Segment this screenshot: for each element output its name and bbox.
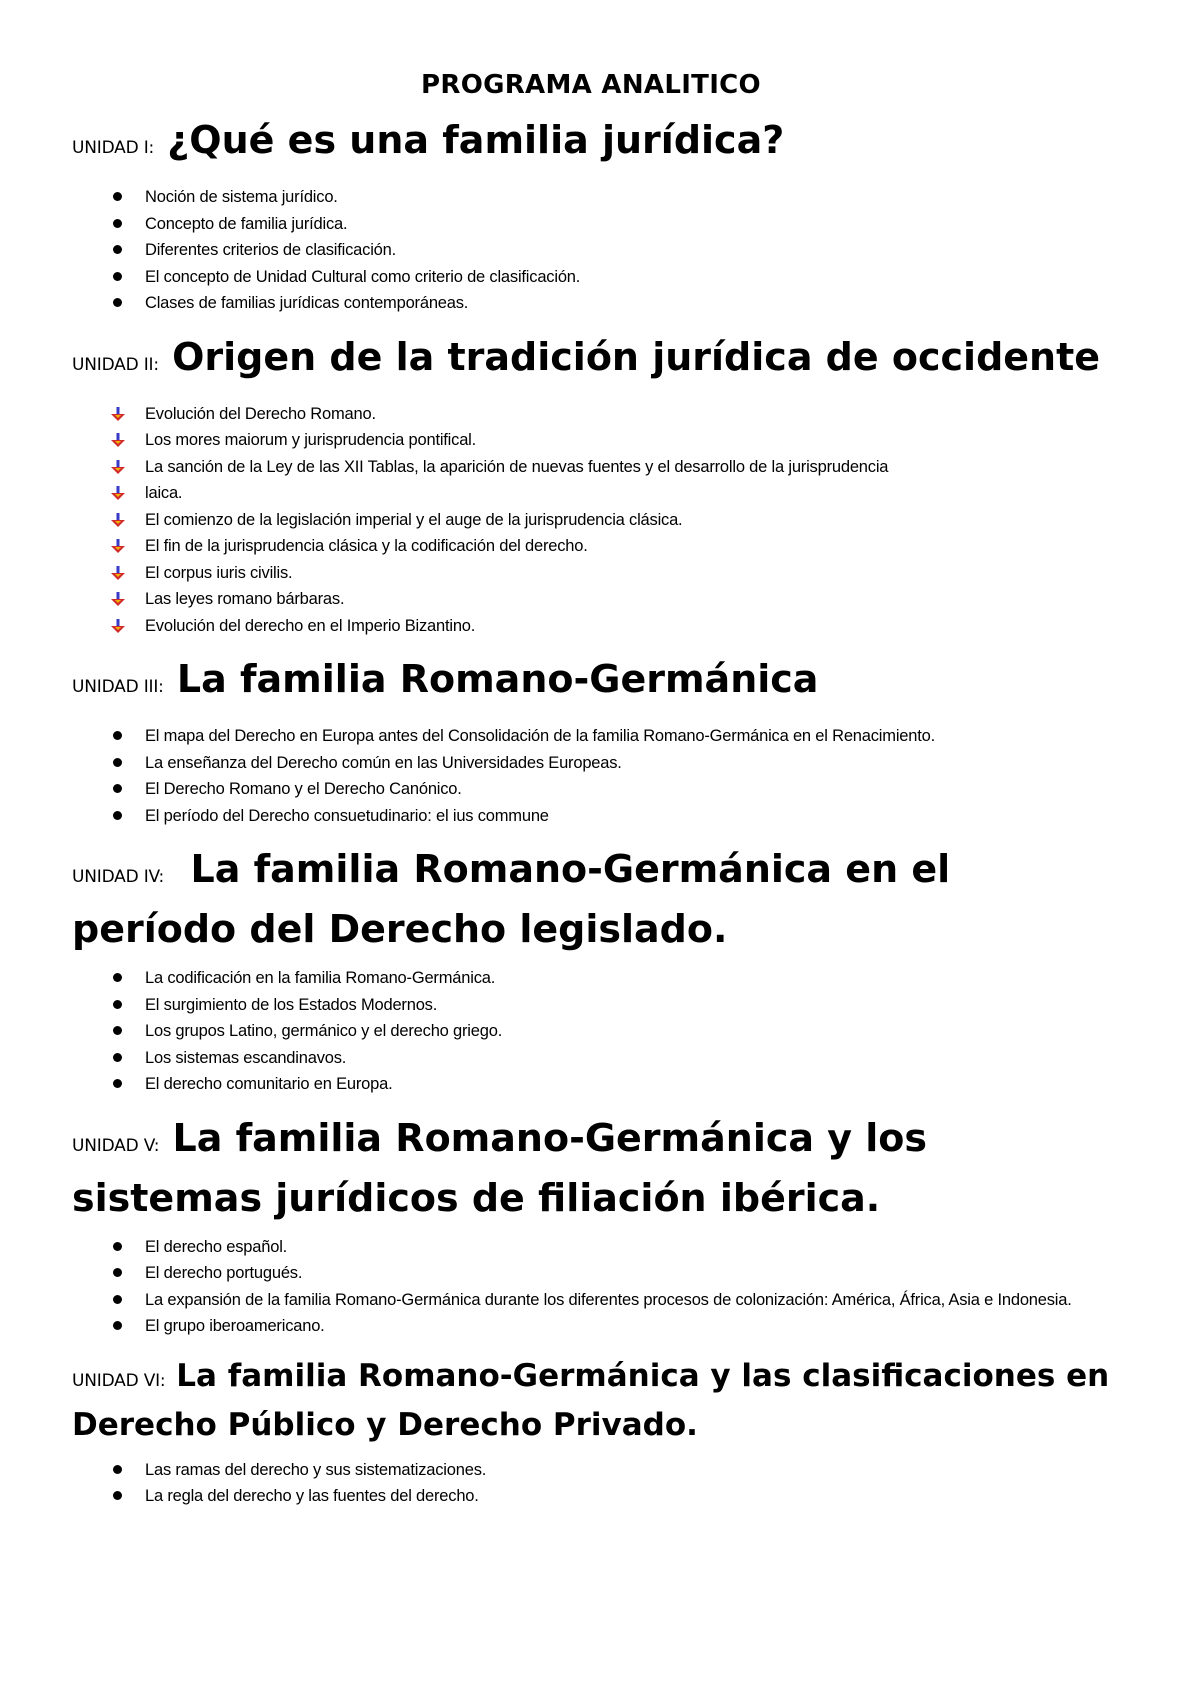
list-item-text: El grupo iberoamericano. <box>145 1317 325 1335</box>
list-item-text: La sanción de la Ley de las XII Tablas, la aparición de nuevas fuentes y el desarrollo de la jurisprudencia <box>145 457 889 476</box>
bullet-dot-icon <box>113 1053 122 1062</box>
list-item <box>145 723 1110 750</box>
unit-prefix: UNIDAD V: <box>72 1135 160 1156</box>
list-item-text: Noción de sistema jurídico. <box>145 188 338 206</box>
list-item <box>145 184 1110 211</box>
arrow-down-bullet-icon <box>110 512 126 528</box>
unit-prefix: UNIDAD IV: <box>72 867 165 887</box>
unit-title: Origen de la tradición jurídica de occidente <box>172 334 1101 379</box>
list-item <box>145 290 1110 317</box>
unit-prefix: UNIDAD II: <box>72 354 159 375</box>
unit-title: ¿Qué es una familia jurídica? <box>167 118 785 162</box>
bullet-dot-icon <box>113 272 122 281</box>
list-item <box>145 237 1110 264</box>
unit-heading <box>72 331 1110 391</box>
list-item <box>145 264 1110 291</box>
bullet-dot-icon <box>113 219 122 228</box>
list-item-text: Las ramas del derecho y sus sistematizaciones. <box>145 1460 487 1479</box>
bullet-dot-icon <box>113 1026 122 1035</box>
list-item-text: El derecho español. <box>145 1237 288 1256</box>
topic-list <box>72 1234 1110 1340</box>
unit-section <box>72 1354 1110 1510</box>
list-item <box>145 1457 1110 1484</box>
unit-heading <box>72 1354 1110 1447</box>
arrow-down-bullet-icon <box>110 485 126 501</box>
list-item-text: El corpus iuris civilis. <box>145 563 293 582</box>
list-item <box>145 480 1110 507</box>
list-item-text: Los grupos Latino, germánico y el derecho griego. <box>145 1022 503 1040</box>
list-item-text: Los sistemas escandinavos. <box>145 1048 347 1067</box>
topic-list <box>72 723 1110 829</box>
bullet-dot-icon <box>113 811 122 820</box>
list-item <box>145 613 1110 640</box>
list-item-text: El Derecho Romano y el Derecho Canónico. <box>145 780 462 798</box>
list-item <box>145 1313 1110 1340</box>
topic-list <box>72 184 1110 317</box>
bullet-dot-icon <box>113 298 122 307</box>
bullet-dot-icon <box>113 1321 122 1330</box>
arrow-down-bullet-icon <box>110 538 126 554</box>
bullet-dot-icon <box>113 192 122 201</box>
bullet-dot-icon <box>113 973 122 982</box>
list-item-text: El derecho comunitario en Europa. <box>145 1075 393 1093</box>
list-item <box>145 1071 1110 1098</box>
arrow-down-bullet-icon <box>110 565 126 581</box>
list-item-text: Los mores maiorum y jurisprudencia pontifical. <box>145 431 477 449</box>
list-item <box>145 1483 1110 1510</box>
list-item <box>145 750 1110 777</box>
list-item-text: Las leyes romano bárbaras. <box>145 590 345 608</box>
arrow-down-bullet-icon <box>110 459 126 475</box>
topic-list <box>72 1457 1110 1510</box>
list-item <box>145 533 1110 560</box>
unit-title: La familia Romano-Germánica y los sistemas jurídicos de filiación ibérica. <box>72 1115 928 1220</box>
list-item-text: Clases de familias jurídicas contemporáneas. <box>145 294 469 312</box>
list-item <box>145 1287 1110 1314</box>
list-item <box>145 507 1110 534</box>
list-item <box>145 427 1110 454</box>
list-item <box>145 1045 1110 1072</box>
list-item-text: La enseñanza del Derecho común en las Universidades Europeas. <box>145 753 622 772</box>
topic-list <box>72 401 1110 640</box>
bullet-dot-icon <box>113 1465 122 1474</box>
list-item <box>145 401 1110 428</box>
list-item <box>145 965 1110 992</box>
unit-heading <box>72 114 1110 174</box>
list-item-text: Diferentes criterios de clasificación. <box>145 241 397 259</box>
list-item-text: El comienzo de la legislación imperial y el auge de la jurisprudencia clásica. <box>145 510 683 529</box>
list-item-text: El mapa del Derecho en Europa antes del Consolidación de la familia Romano-Germánica en el Renacimiento. <box>145 727 935 745</box>
bullet-dot-icon <box>113 731 122 740</box>
list-item-text: La codificación en la familia Romano-Germánica. <box>145 969 496 987</box>
bullet-dot-icon <box>113 1242 122 1251</box>
unit-title: La familia Romano-Germánica <box>176 657 819 701</box>
list-item-text: El surgimiento de los Estados Modernos. <box>145 995 438 1014</box>
unit-section <box>72 843 1110 1098</box>
list-item-text: La expansión de la familia Romano-Germánica durante los diferentes procesos de colonización: América, África, Asia e Indonesia. <box>145 1290 1072 1309</box>
list-item <box>145 211 1110 238</box>
arrow-down-bullet-icon <box>110 432 126 448</box>
list-item <box>145 992 1110 1019</box>
list-item <box>145 803 1110 830</box>
unit-prefix: UNIDAD III: <box>72 677 164 697</box>
unit-section <box>72 331 1110 640</box>
list-item-text: El concepto de Unidad Cultural como criterio de clasificación. <box>145 267 581 286</box>
bullet-dot-icon <box>113 1000 122 1009</box>
bullet-dot-icon <box>113 245 122 254</box>
list-item-text: El período del Derecho consuetudinario: el ius commune <box>145 806 549 825</box>
list-item-text: Evolución del Derecho Romano. <box>145 404 376 423</box>
bullet-dot-icon <box>113 784 122 793</box>
unit-section <box>72 114 1110 317</box>
bullet-dot-icon <box>113 758 122 767</box>
arrow-down-bullet-icon <box>110 591 126 607</box>
unit-prefix: UNIDAD I: <box>72 138 155 158</box>
arrow-down-bullet-icon <box>110 406 126 422</box>
list-item-text: laica. <box>145 484 183 502</box>
list-item-text: La regla del derecho y las fuentes del derecho. <box>145 1487 479 1505</box>
topic-list <box>72 965 1110 1098</box>
unit-prefix: UNIDAD VI: <box>72 1370 166 1391</box>
list-item-text: Concepto de familia jurídica. <box>145 214 348 233</box>
list-item-text: Evolución del derecho en el Imperio Bizantino. <box>145 616 476 635</box>
list-item <box>145 1260 1110 1287</box>
bullet-dot-icon <box>113 1295 122 1304</box>
unit-heading <box>72 843 1110 955</box>
unit-title: La familia Romano-Germánica y las clasificaciones en Derecho Público y Derecho Privado. <box>72 1357 1110 1443</box>
list-item <box>145 776 1110 803</box>
list-item <box>145 560 1110 587</box>
units-container <box>72 114 1110 1510</box>
unit-title: La familia Romano-Germánica en el período del Derecho legislado. <box>72 847 951 951</box>
list-item <box>145 1018 1110 1045</box>
bullet-dot-icon <box>113 1079 122 1088</box>
list-item <box>145 1234 1110 1261</box>
unit-heading <box>72 653 1110 713</box>
list-item <box>145 586 1110 613</box>
document-title: PROGRAMA ANALITICO <box>421 70 761 100</box>
unit-section <box>72 653 1110 829</box>
list-item-text: El derecho portugués. <box>145 1264 303 1282</box>
arrow-down-bullet-icon <box>110 618 126 634</box>
bullet-dot-icon <box>113 1491 122 1500</box>
unit-section <box>72 1112 1110 1340</box>
list-item <box>145 454 1110 481</box>
list-item-text: El fin de la jurisprudencia clásica y la codificación del derecho. <box>145 537 588 555</box>
unit-heading <box>72 1112 1110 1224</box>
bullet-dot-icon <box>113 1268 122 1277</box>
